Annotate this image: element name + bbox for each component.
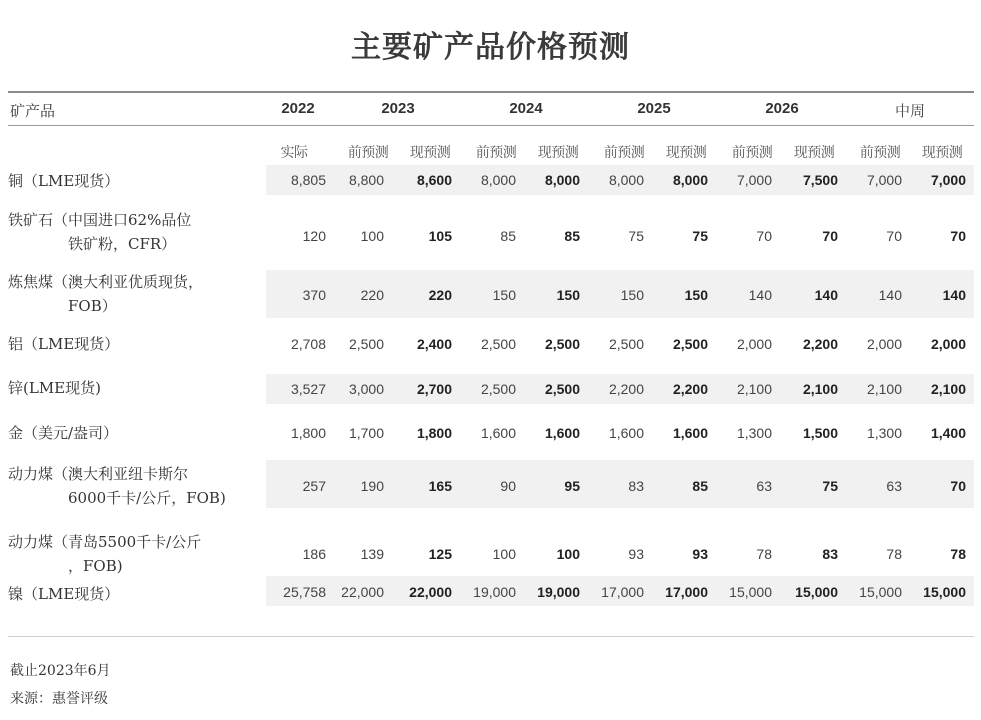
table-cell: 370 — [302, 287, 326, 303]
page-title: 主要矿产品价格预测 — [351, 30, 630, 65]
table-cell: 8,000 — [544, 172, 580, 188]
table-cell: 2,000 — [736, 336, 772, 352]
table-cell: 105 — [428, 228, 452, 244]
table-cell: 85 — [564, 228, 580, 244]
table-cell: 22,000 — [341, 584, 384, 600]
table-cell: 2,500 — [348, 336, 384, 352]
table-cell: 150 — [684, 287, 708, 303]
table-cell: 190 — [360, 478, 384, 494]
table-cell: 75 — [822, 478, 838, 494]
table-cell: 100 — [556, 546, 580, 562]
table-cell: 17,000 — [665, 584, 708, 600]
year-header-2025: 2025 — [637, 100, 671, 117]
table-cell: 7,000 — [866, 172, 902, 188]
table-cell: 257 — [302, 478, 326, 494]
table-cell: 2,500 — [672, 336, 708, 352]
row-label-line1: 铁矿石（中国进口62%品位 — [8, 211, 192, 229]
subheader-curr-forecast: 现预测 — [537, 145, 579, 161]
table-cell: 15,000 — [795, 584, 838, 600]
table-cell: 78 — [756, 546, 772, 562]
table-cell: 93 — [628, 546, 644, 562]
table-cell: 140 — [814, 287, 838, 303]
footer-date-note: 截止2023年6月 — [10, 663, 111, 679]
year-header-2026: 2026 — [765, 100, 799, 117]
table-cell: 95 — [564, 478, 580, 494]
subheader-curr-forecast: 现预测 — [665, 145, 707, 161]
table-cell: 100 — [360, 228, 384, 244]
subheader-prev-forecast: 前预测 — [859, 145, 901, 161]
row-label-line1: 铜（LME现货） — [8, 172, 120, 190]
table-cell: 8,800 — [348, 172, 384, 188]
table-cell: 2,100 — [802, 381, 838, 397]
table-cell: 25,758 — [283, 584, 326, 600]
table-cell: 2,500 — [480, 336, 516, 352]
table-cell: 15,000 — [729, 584, 772, 600]
table-cell: 83 — [822, 546, 838, 562]
row-label — [8, 270, 203, 318]
table-cell: 2,500 — [544, 336, 580, 352]
row-label-line2: 铁矿粉，CFR） — [68, 235, 177, 253]
table-cell: 100 — [492, 546, 516, 562]
table-cell: 93 — [692, 546, 708, 562]
table-cell: 90 — [500, 478, 516, 494]
table-bottom-rule — [8, 636, 974, 637]
table-cell: 125 — [428, 546, 452, 562]
table-cell: 220 — [360, 287, 384, 303]
table-cell: 140 — [878, 287, 902, 303]
table-cell: 15,000 — [923, 584, 966, 600]
table-cell: 2,100 — [930, 381, 966, 397]
row-label-line1: 镍（LME现货） — [8, 585, 120, 603]
table-cell: 19,000 — [473, 584, 516, 600]
table-header-rule — [8, 125, 974, 126]
table-cell: 8,000 — [672, 172, 708, 188]
table-cell: 2,200 — [608, 381, 644, 397]
table-cell: 1,700 — [348, 425, 384, 441]
table-cell: 1,400 — [930, 425, 966, 441]
table-cell: 120 — [302, 228, 326, 244]
table-cell: 2,400 — [416, 336, 452, 352]
table-cell: 2,000 — [930, 336, 966, 352]
subheader-curr-forecast: 现预测 — [921, 145, 963, 161]
table-cell: 2,100 — [736, 381, 772, 397]
row-label-line1: 金（美元/盎司） — [8, 424, 119, 442]
table-cell: 7,500 — [802, 172, 838, 188]
table-cell: 63 — [886, 478, 902, 494]
table-cell: 1,300 — [736, 425, 772, 441]
table-cell: 1,600 — [544, 425, 580, 441]
table-cell: 70 — [950, 478, 966, 494]
row-label-line2: FOB） — [68, 297, 117, 315]
table-cell: 78 — [950, 546, 966, 562]
table-cell: 85 — [692, 478, 708, 494]
table-cell: 1,600 — [480, 425, 516, 441]
column-header-mineral: 矿产品 — [10, 102, 56, 120]
row-label — [8, 169, 119, 193]
table-cell: 3,527 — [290, 381, 326, 397]
row-label-line2: ，FOB) — [68, 557, 123, 575]
subheader-curr-forecast: 现预测 — [793, 145, 835, 161]
footer-source: 来源：惠誉评级 — [10, 691, 108, 707]
subheader-prev-forecast: 前预测 — [731, 145, 773, 161]
table-cell: 1,500 — [802, 425, 838, 441]
table-cell: 70 — [756, 228, 772, 244]
row-label — [8, 421, 118, 445]
row-label — [8, 332, 119, 356]
table-cell: 19,000 — [537, 584, 580, 600]
table-cell: 186 — [302, 546, 326, 562]
row-label — [8, 376, 101, 400]
row-label-line1: 动力煤（青岛5500千卡/公斤 — [8, 533, 202, 551]
table-cell: 70 — [822, 228, 838, 244]
table-cell: 8,000 — [480, 172, 516, 188]
table-cell: 2,500 — [608, 336, 644, 352]
table-cell: 22,000 — [409, 584, 452, 600]
table-cell: 2,200 — [672, 381, 708, 397]
table-cell: 70 — [886, 228, 902, 244]
year-header-2022: 2022 — [281, 100, 315, 117]
subheader-prev-forecast: 前预测 — [347, 145, 389, 161]
table-cell: 8,000 — [608, 172, 644, 188]
table-cell: 3,000 — [348, 381, 384, 397]
table-cell: 2,500 — [544, 381, 580, 397]
table-cell: 165 — [428, 478, 452, 494]
year-header-2023: 2023 — [381, 100, 415, 117]
table-cell: 2,700 — [416, 381, 452, 397]
table-cell: 8,600 — [416, 172, 452, 188]
subheader-prev-forecast: 前预测 — [475, 145, 517, 161]
table-cell: 150 — [620, 287, 644, 303]
table-cell: 8,805 — [290, 172, 326, 188]
subheader-actual: 实际 — [280, 145, 308, 161]
table-cell: 7,000 — [736, 172, 772, 188]
subheader-prev-forecast: 前预测 — [603, 145, 645, 161]
table-cell: 2,708 — [290, 336, 326, 352]
table-cell: 75 — [692, 228, 708, 244]
table-cell: 78 — [886, 546, 902, 562]
table-cell: 140 — [942, 287, 966, 303]
table-cell: 150 — [556, 287, 580, 303]
row-label — [8, 462, 226, 510]
table-cell: 140 — [748, 287, 772, 303]
table-cell: 70 — [950, 228, 966, 244]
table-cell: 17,000 — [601, 584, 644, 600]
row-label-line1: 锌(LME现货) — [8, 379, 101, 397]
table-cell: 139 — [360, 546, 384, 562]
table-cell: 75 — [628, 228, 644, 244]
year-header-2024: 2024 — [509, 100, 543, 117]
row-label-line2: 6000千卡/公斤，FOB) — [68, 489, 226, 507]
row-label — [8, 530, 201, 578]
table-cell: 1,300 — [866, 425, 902, 441]
table-cell: 1,600 — [672, 425, 708, 441]
table-cell: 2,500 — [480, 381, 516, 397]
row-label-line1: 铝（LME现货） — [8, 335, 120, 353]
table-cell: 63 — [756, 478, 772, 494]
table-cell: 2,100 — [866, 381, 902, 397]
row-label — [8, 582, 119, 606]
subheader-curr-forecast: 现预测 — [409, 145, 451, 161]
table-cell: 220 — [428, 287, 452, 303]
table-top-rule — [8, 91, 974, 93]
row-label — [8, 208, 191, 256]
row-label-line1: 炼焦煤（澳大利亚优质现货， — [8, 273, 204, 291]
table-cell: 83 — [628, 478, 644, 494]
table-cell: 150 — [492, 287, 516, 303]
table-cell: 1,800 — [416, 425, 452, 441]
table-cell: 15,000 — [859, 584, 902, 600]
table-cell: 85 — [500, 228, 516, 244]
table-cell: 1,800 — [290, 425, 326, 441]
row-label-line1: 动力煤（澳大利亚纽卡斯尔 — [8, 465, 189, 483]
year-header-mid-cycle: 中周 — [894, 102, 925, 120]
table-cell: 1,600 — [608, 425, 644, 441]
table-cell: 2,200 — [802, 336, 838, 352]
table-cell: 2,000 — [866, 336, 902, 352]
table-cell: 7,000 — [930, 172, 966, 188]
